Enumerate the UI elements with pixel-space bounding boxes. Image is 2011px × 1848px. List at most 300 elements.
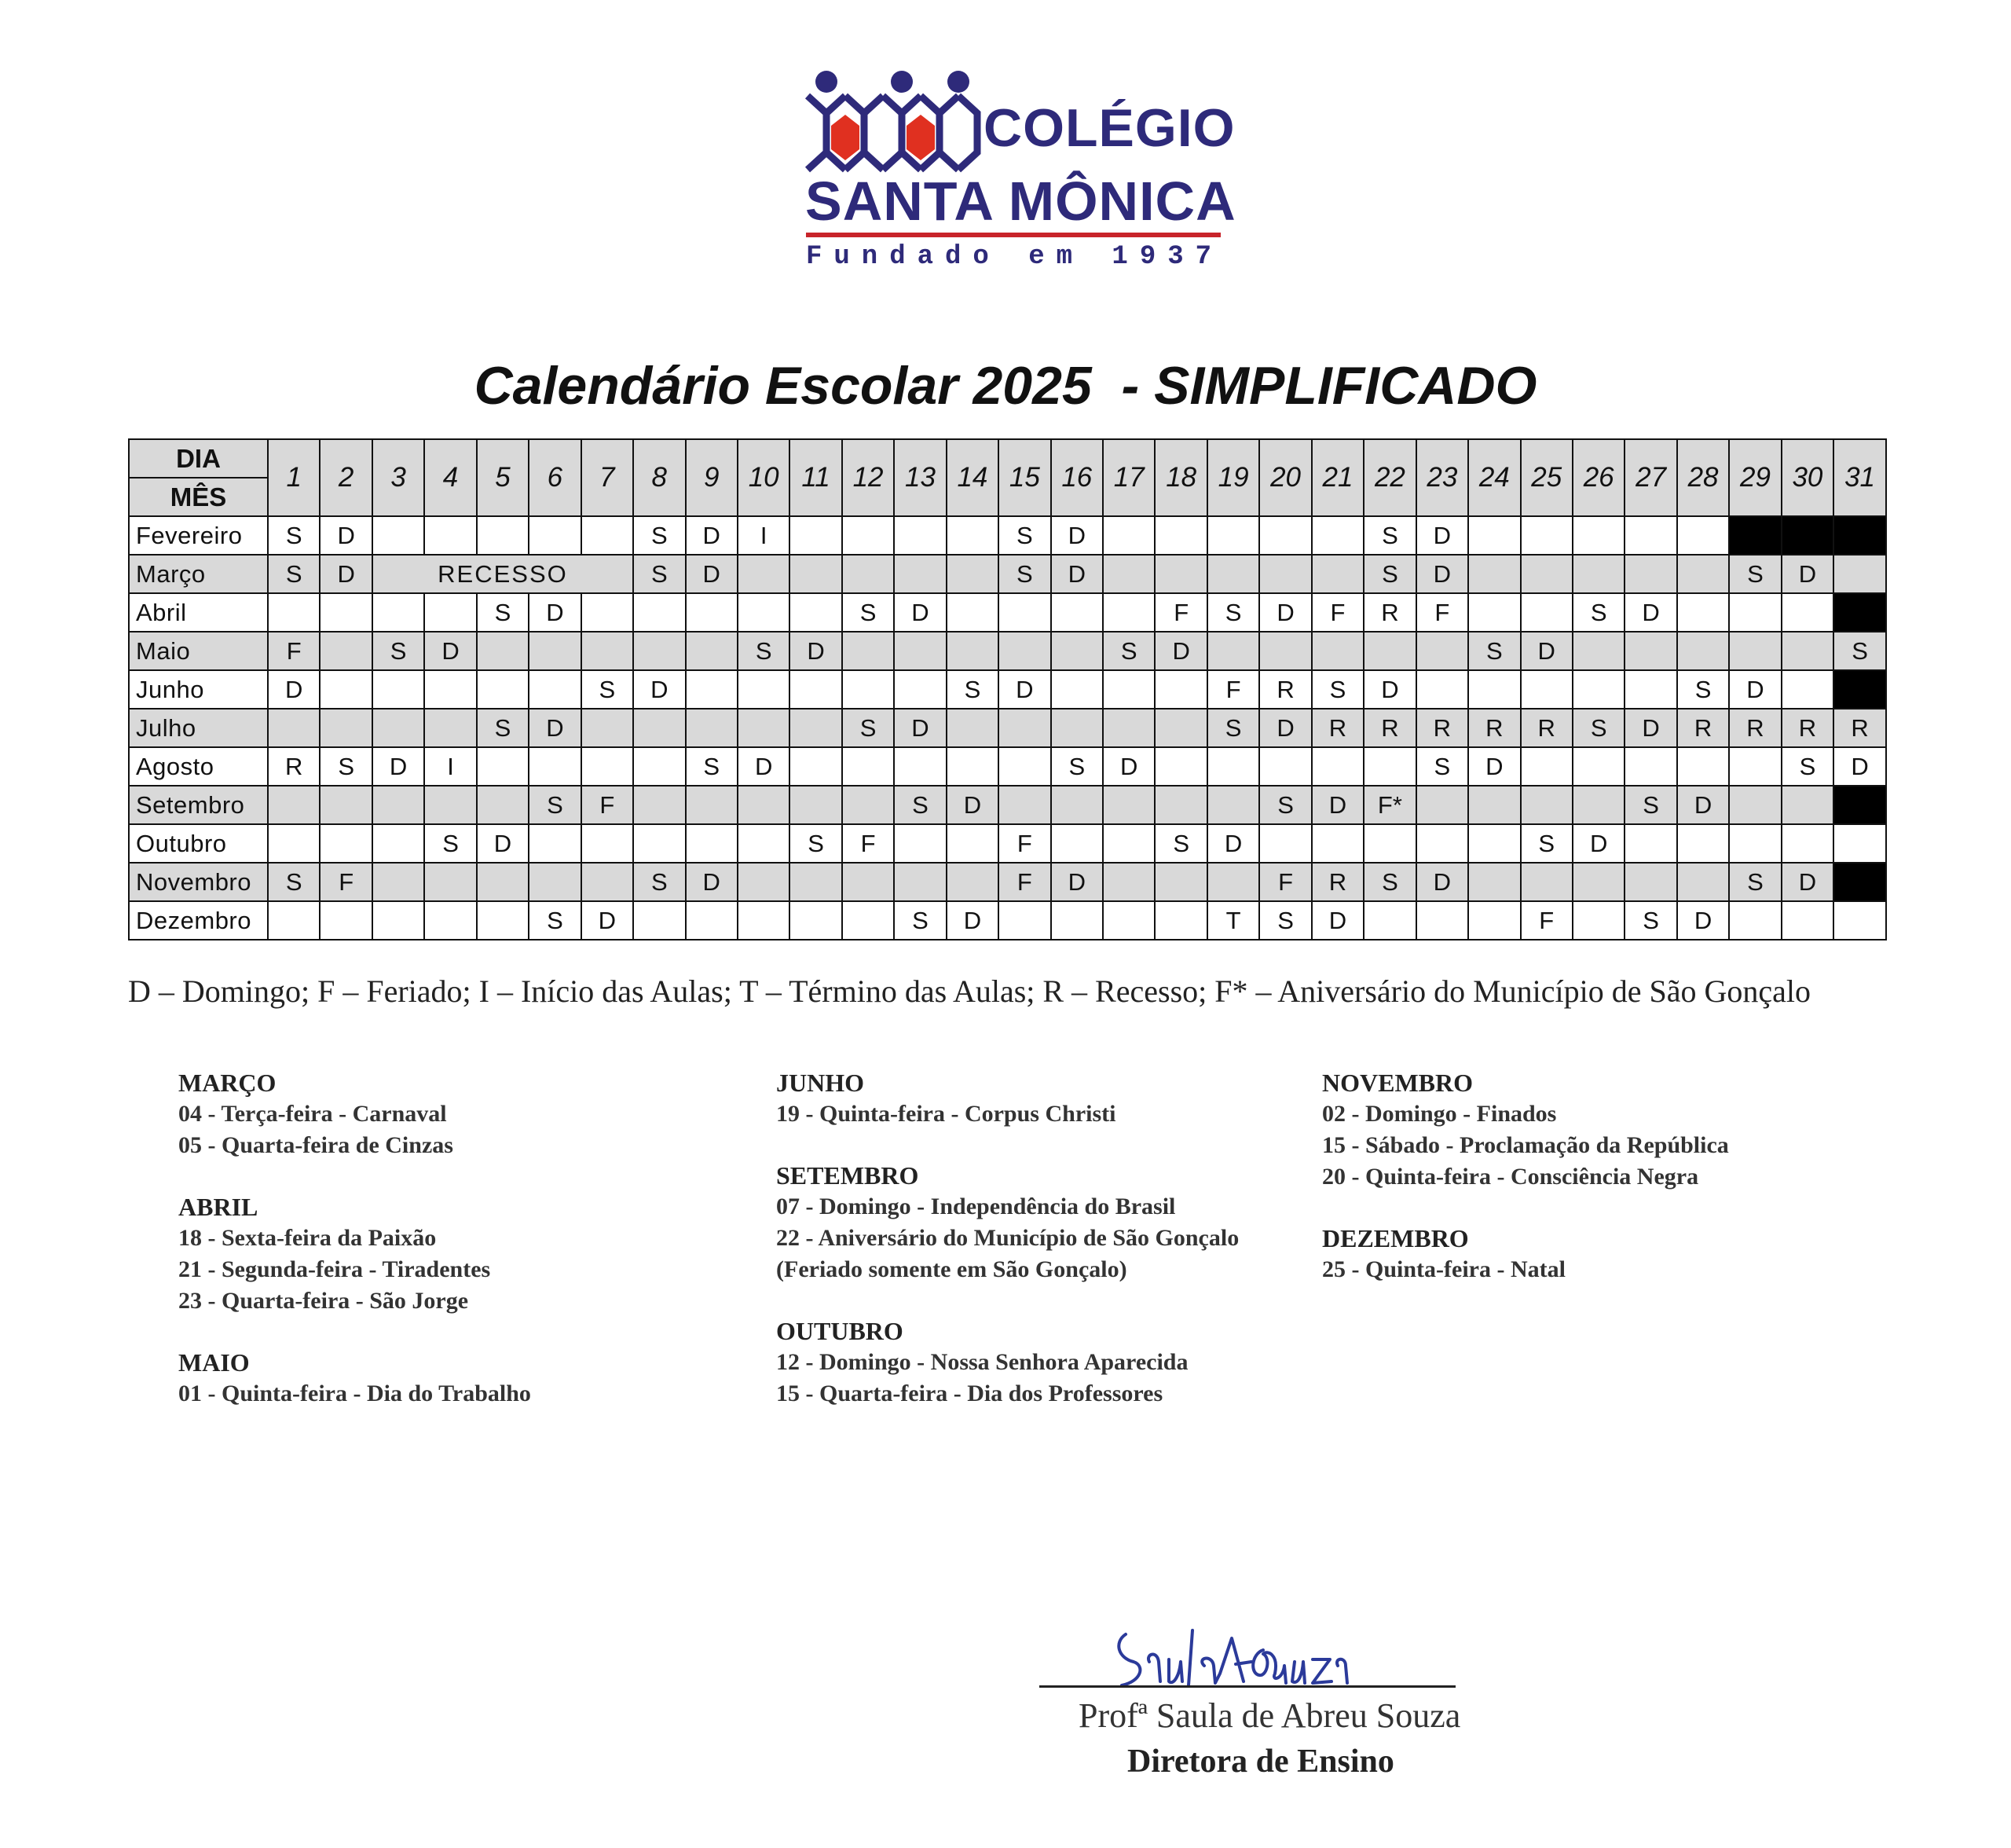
day-cell: D [320,516,372,555]
calendar-row [129,670,1886,709]
invalid-day-cell [1833,863,1886,901]
day-cell: S [1573,709,1625,747]
day-cell [1364,747,1416,786]
day-cell [1051,824,1103,863]
day-cell [1782,824,1833,863]
day-cell [842,632,894,670]
day-cell [686,593,738,632]
day-cell: S [529,901,581,940]
day-cell [268,709,320,747]
month-name: Setembro [129,786,268,824]
day-cell [947,709,998,747]
day-cell [1782,632,1833,670]
day-cell [1364,824,1416,863]
month-name: Abril [129,593,268,632]
logo-emblem-icon [803,64,984,174]
day-cell [1468,593,1520,632]
day-cell [738,786,789,824]
month-name: Fevereiro [129,516,268,555]
school-logo [803,64,1236,277]
day-cell [1677,516,1729,555]
day-cell: S [633,516,685,555]
day-cell: F [1155,593,1207,632]
day-cell [477,786,529,824]
day-cell [842,863,894,901]
day-cell [477,516,529,555]
day-number: 7 [581,439,633,516]
month-name: Março [129,555,268,593]
day-cell [372,786,424,824]
day-cell [477,901,529,940]
holiday-month-heading: MAIO [178,1348,250,1377]
day-number: 27 [1625,439,1676,516]
day-cell [998,901,1050,940]
holiday-item: 04 - Terça-feira - Carnaval [178,1101,447,1127]
day-cell [1207,786,1259,824]
day-cell [529,632,581,670]
day-cell [1259,516,1311,555]
day-cell [1833,901,1886,940]
day-cell: D [894,593,946,632]
day-cell [1416,632,1468,670]
day-number: 13 [894,439,946,516]
day-cell [320,709,372,747]
day-cell [1155,747,1207,786]
holiday-gap [178,1317,531,1347]
day-cell: D [1155,632,1207,670]
day-cell [1573,516,1625,555]
day-cell: S [529,786,581,824]
day-cell [529,824,581,863]
day-cell [789,863,841,901]
day-cell [686,901,738,940]
day-cell [477,863,529,901]
holiday-month-heading: MARÇO [178,1069,277,1097]
day-cell [424,786,476,824]
day-cell: S [686,747,738,786]
day-cell: D [1051,555,1103,593]
day-cell: R [1364,593,1416,632]
holiday-gap [178,1161,531,1191]
day-cell [894,670,946,709]
day-cell [1729,632,1781,670]
day-cell [947,555,998,593]
day-cell [738,863,789,901]
day-cell [581,516,633,555]
holiday-item: 12 - Domingo - Nossa Senhora Aparecida [776,1349,1189,1375]
day-cell [1573,747,1625,786]
day-cell [581,632,633,670]
day-cell [581,593,633,632]
day-cell [789,709,841,747]
day-cell: S [1155,824,1207,863]
holiday-month-heading: DEZEMBRO [1322,1224,1469,1252]
day-cell: D [686,516,738,555]
calendar-header-row [129,439,1886,478]
day-cell [1207,863,1259,901]
day-cell [268,901,320,940]
day-cell [372,709,424,747]
day-cell [372,593,424,632]
day-cell [998,709,1050,747]
calendar-legend: D – Domingo; F – Feriado; I – Início das Aulas; T – Término das Aulas; R – Recesso; F* – Aniversário do Município de São Gonçalo [128,974,1811,1009]
holiday-month-heading: NOVEMBRO [1322,1069,1473,1097]
day-cell [894,824,946,863]
day-cell [477,747,529,786]
day-cell: F [581,786,633,824]
day-cell [1207,632,1259,670]
day-cell [1051,632,1103,670]
day-cell [1259,632,1311,670]
day-cell: D [477,824,529,863]
day-cell: D [1573,824,1625,863]
day-number: 16 [1051,439,1103,516]
day-cell [998,593,1050,632]
day-cell: R [1312,863,1364,901]
day-cell [894,863,946,901]
day-cell [581,824,633,863]
day-cell [581,747,633,786]
day-cell [1103,786,1155,824]
day-cell [998,747,1050,786]
day-cell [789,555,841,593]
day-cell [1051,786,1103,824]
day-cell: D [1416,516,1468,555]
holiday-item: 21 - Segunda-feira - Tiradentes [178,1256,491,1282]
day-cell: S [1468,632,1520,670]
day-number: 11 [789,439,841,516]
day-number: 9 [686,439,738,516]
day-cell: F [1207,670,1259,709]
day-cell: R [1259,670,1311,709]
day-cell: D [1677,901,1729,940]
day-cell [1155,670,1207,709]
day-cell [1677,747,1729,786]
day-cell [1782,593,1833,632]
day-cell [738,593,789,632]
day-cell [1155,786,1207,824]
invalid-day-cell [1833,593,1886,632]
day-number: 24 [1468,439,1520,516]
day-cell: F [320,863,372,901]
day-cell [738,670,789,709]
day-cell [842,901,894,940]
day-cell [529,670,581,709]
day-number: 28 [1677,439,1729,516]
day-cell: D [581,901,633,940]
day-cell [1521,555,1573,593]
calendar-row [129,901,1886,940]
day-cell: F [998,824,1050,863]
day-cell: R [1416,709,1468,747]
day-cell [372,824,424,863]
day-cell: D [947,786,998,824]
day-cell [477,632,529,670]
day-number: 31 [1833,439,1886,516]
day-cell: D [1259,593,1311,632]
day-number: 30 [1782,439,1833,516]
day-cell [1833,824,1886,863]
day-cell: S [268,516,320,555]
day-cell [424,863,476,901]
day-cell [842,516,894,555]
day-number: 22 [1364,439,1416,516]
day-cell [581,709,633,747]
day-cell: D [1364,670,1416,709]
invalid-day-cell [1833,670,1886,709]
day-cell: D [424,632,476,670]
day-cell [1677,863,1729,901]
holiday-month-heading: SETEMBRO [776,1161,919,1190]
day-number: 6 [529,439,581,516]
month-name: Maio [129,632,268,670]
day-cell: D [1207,824,1259,863]
day-cell [268,786,320,824]
day-cell: S [894,901,946,940]
day-cell [320,901,372,940]
day-cell [1625,516,1676,555]
holiday-item: 02 - Domingo - Finados [1322,1101,1557,1127]
day-number: 26 [1573,439,1625,516]
calendar-table [128,438,1887,940]
logo-tagline: Fundado em 1937 [806,242,1224,272]
day-cell [1521,747,1573,786]
day-cell [633,632,685,670]
day-number: 21 [1312,439,1364,516]
day-cell: S [1051,747,1103,786]
day-cell: D [1625,593,1676,632]
day-number: 8 [633,439,685,516]
day-cell [789,747,841,786]
day-cell [1677,632,1729,670]
day-cell [1729,747,1781,786]
day-cell [1729,786,1781,824]
day-cell [1468,555,1520,593]
day-cell [372,901,424,940]
day-cell [1625,863,1676,901]
day-cell [1103,593,1155,632]
day-number: 23 [1416,439,1468,516]
day-cell [686,670,738,709]
day-number: 19 [1207,439,1259,516]
day-cell: S [1312,670,1364,709]
calendar-row [129,863,1886,901]
day-cell: R [1521,709,1573,747]
day-cell: S [320,747,372,786]
day-cell [1521,863,1573,901]
day-cell [1051,593,1103,632]
month-name: Outubro [129,824,268,863]
day-cell: S [477,593,529,632]
day-cell [1782,786,1833,824]
holiday-month-heading: JUNHO [776,1069,864,1097]
day-cell: D [529,709,581,747]
day-cell [1051,709,1103,747]
day-cell: F [842,824,894,863]
day-cell [633,786,685,824]
day-cell [529,863,581,901]
holiday-item: 01 - Quinta-feira - Dia do Trabalho [178,1380,531,1406]
day-cell [1155,863,1207,901]
day-cell [1782,670,1833,709]
calendar-row [129,555,1886,593]
day-cell [1833,555,1886,593]
day-cell [842,670,894,709]
holiday-column-2 [776,1067,1239,1410]
calendar-row [129,632,1886,670]
day-cell [1677,824,1729,863]
day-cell: S [998,555,1050,593]
header-dia: DIA [129,439,268,478]
holiday-item: 07 - Domingo - Independência do Brasil [776,1194,1176,1219]
day-cell [1468,863,1520,901]
day-cell [947,632,998,670]
day-cell [268,593,320,632]
day-cell: D [686,863,738,901]
day-cell [633,593,685,632]
day-cell: S [1259,786,1311,824]
day-number: 20 [1259,439,1311,516]
day-cell [1625,632,1676,670]
day-cell [1416,824,1468,863]
day-cell [1312,747,1364,786]
day-cell [1625,670,1676,709]
day-cell: D [268,670,320,709]
day-cell [424,516,476,555]
day-cell: S [1364,555,1416,593]
day-number: 15 [998,439,1050,516]
day-cell [1625,824,1676,863]
calendar-row [129,593,1886,632]
day-cell: D [1625,709,1676,747]
day-cell [1729,901,1781,940]
day-cell [1103,901,1155,940]
day-cell [372,863,424,901]
day-cell: F [1521,901,1573,940]
day-cell [686,824,738,863]
logo-divider [806,233,1221,237]
day-cell: D [1416,555,1468,593]
day-cell [947,747,998,786]
day-cell [686,632,738,670]
day-cell [947,516,998,555]
holiday-item: 25 - Quinta-feira - Natal [1322,1256,1566,1282]
month-name: Agosto [129,747,268,786]
day-cell [842,747,894,786]
day-cell [738,901,789,940]
day-cell [633,747,685,786]
day-number: 1 [268,439,320,516]
day-cell: R [1364,709,1416,747]
day-cell [633,709,685,747]
day-cell [1468,824,1520,863]
invalid-day-cell [1833,786,1886,824]
holiday-gap [776,1130,1239,1160]
day-cell: D [1103,747,1155,786]
holiday-gap [1322,1193,1729,1223]
day-number: 5 [477,439,529,516]
day-cell: R [1468,709,1520,747]
day-cell [424,593,476,632]
day-cell: S [268,555,320,593]
day-cell [1521,593,1573,632]
day-cell: R [1677,709,1729,747]
day-cell: S [1259,901,1311,940]
day-cell [789,593,841,632]
day-number: 4 [424,439,476,516]
day-cell [894,747,946,786]
day-cell [738,824,789,863]
day-cell [1364,632,1416,670]
day-cell: R [1782,709,1833,747]
day-cell [477,670,529,709]
day-cell [998,786,1050,824]
holiday-month-heading: OUTUBRO [776,1317,903,1345]
day-cell: D [789,632,841,670]
day-cell [424,901,476,940]
day-cell: D [1729,670,1781,709]
day-cell [633,824,685,863]
day-cell [320,593,372,632]
holiday-item: 23 - Quarta-feira - São Jorge [178,1288,469,1314]
month-name: Junho [129,670,268,709]
day-cell: S [1416,747,1468,786]
day-cell [789,516,841,555]
day-cell [998,632,1050,670]
day-cell [1468,786,1520,824]
logo-text-school-name: SANTA MÔNICA [805,170,1236,232]
day-cell: S [1103,632,1155,670]
day-cell: S [842,593,894,632]
day-cell: D [1051,863,1103,901]
day-cell [320,824,372,863]
day-cell: F [1416,593,1468,632]
day-cell [1259,824,1311,863]
day-cell [1573,863,1625,901]
day-cell [372,516,424,555]
day-cell [424,709,476,747]
day-cell: D [1259,709,1311,747]
day-cell: D [1312,901,1364,940]
signatory-name: Profª Saula de Abreu Souza [1079,1696,1461,1735]
day-cell [1207,747,1259,786]
day-cell: F* [1364,786,1416,824]
day-cell: F [268,632,320,670]
day-cell [1312,824,1364,863]
signature-line [1039,1685,1456,1688]
day-cell [1312,516,1364,555]
invalid-day-cell [1833,516,1886,555]
day-cell: R [1729,709,1781,747]
day-cell: S [842,709,894,747]
day-cell [1573,901,1625,940]
day-cell: D [947,901,998,940]
day-cell [1573,555,1625,593]
day-cell [1103,555,1155,593]
day-number: 18 [1155,439,1207,516]
holiday-gap [776,1285,1239,1315]
day-number: 10 [738,439,789,516]
day-cell [1259,747,1311,786]
day-cell: S [1729,555,1781,593]
day-cell: R [1833,709,1886,747]
day-cell [1468,670,1520,709]
day-cell [1259,555,1311,593]
day-number: 2 [320,439,372,516]
day-cell: D [1416,863,1468,901]
day-cell [1782,901,1833,940]
day-cell [1364,901,1416,940]
